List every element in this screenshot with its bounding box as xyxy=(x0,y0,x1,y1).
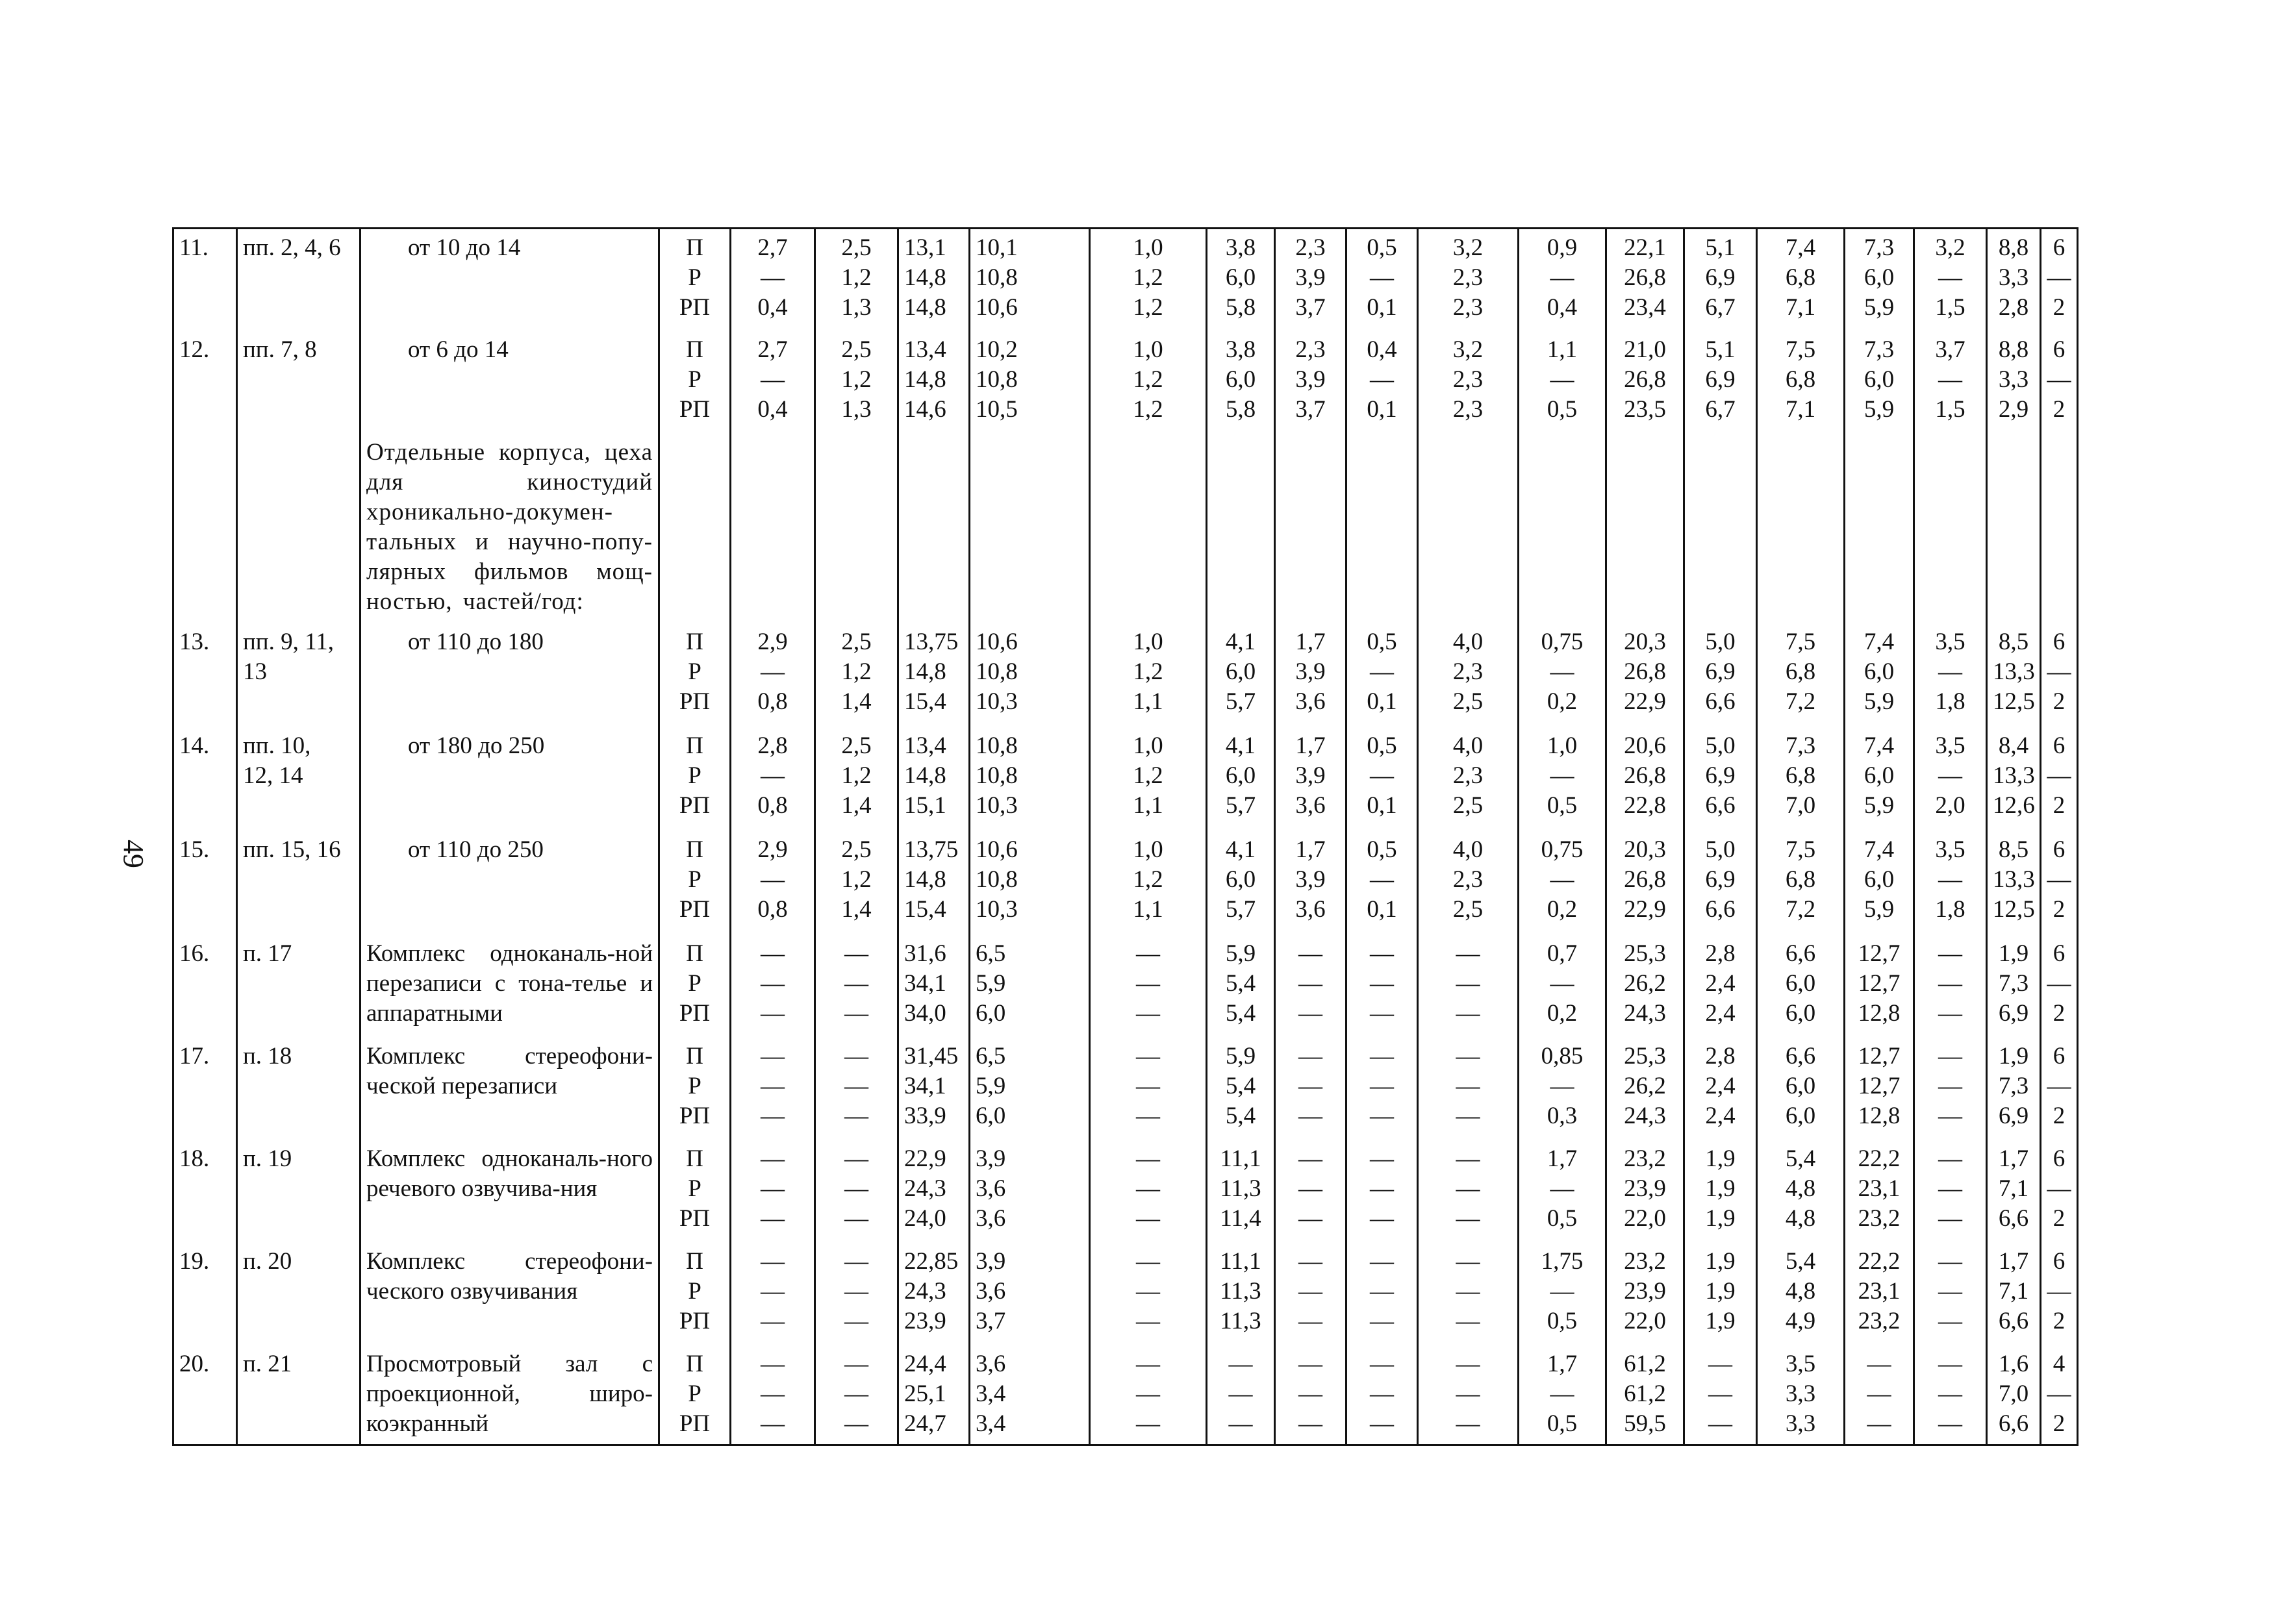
value-cell: 1,7 3,9 3,6 xyxy=(1275,831,1346,935)
value-cell: 21,0 26,8 23,5 xyxy=(1606,331,1684,434)
value-cell: 6,6 6,0 6,0 xyxy=(1757,1038,1845,1140)
section-heading-row xyxy=(173,434,2078,623)
value-cell: 0,7 — 0,2 xyxy=(1519,935,1606,1038)
value-cell: — — — xyxy=(1418,1038,1519,1140)
value-cell: 1,0 1,2 1,1 xyxy=(1090,727,1207,831)
row-type: П Р РП xyxy=(659,831,731,935)
value-cell: — — — xyxy=(1346,1345,1418,1445)
value-cell: 3,5 3,3 3,3 xyxy=(1757,1345,1845,1445)
row-type xyxy=(659,434,731,623)
value-cell: — — — xyxy=(815,1038,898,1140)
value-cell: 1,1 — 0,5 xyxy=(1519,331,1606,434)
value-cell: 1,0 1,2 1,1 xyxy=(1090,623,1207,727)
value-cell xyxy=(1845,434,1914,623)
value-cell: 3,5 — 2,0 xyxy=(1914,727,1987,831)
value-cell: 3,2 2,3 2,3 xyxy=(1418,229,1519,331)
value-cell: 6 — 2 xyxy=(2041,935,2078,1038)
value-cell: 23,2 23,9 22,0 xyxy=(1606,1243,1684,1345)
value-cell: 0,5 — 0,1 xyxy=(1346,831,1418,935)
value-cell: 6 — 2 xyxy=(2041,623,2078,727)
value-cell: 1,9 1,9 1,9 xyxy=(1684,1243,1757,1345)
row-number: 16. xyxy=(173,935,237,1038)
value-cell: 1,9 7,3 6,9 xyxy=(1987,1038,2041,1140)
row-reference: пп. 9, 11, 13 xyxy=(237,623,360,727)
table-row xyxy=(173,727,2078,831)
value-cell xyxy=(1757,434,1845,623)
value-cell: — — — xyxy=(731,1243,815,1345)
row-reference: пп. 2, 4, 6 xyxy=(237,229,360,331)
value-cell: — — — xyxy=(731,1038,815,1140)
value-cell: 2,5 1,2 1,4 xyxy=(815,727,898,831)
value-cell: 1,0 1,2 1,2 xyxy=(1090,331,1207,434)
value-cell: 2,5 1,2 1,4 xyxy=(815,831,898,935)
value-cell: 10,6 10,8 10,3 xyxy=(970,831,1090,935)
value-cell: 24,4 25,1 24,7 xyxy=(898,1345,970,1445)
table-row xyxy=(173,229,2078,331)
value-cell: 7,4 6,8 7,1 xyxy=(1757,229,1845,331)
value-cell: 10,6 10,8 10,3 xyxy=(970,623,1090,727)
value-cell: 2,7 — 0,4 xyxy=(731,229,815,331)
value-cell: 6,5 5,9 6,0 xyxy=(970,1038,1090,1140)
value-cell: 1,7 7,1 6,6 xyxy=(1987,1243,2041,1345)
value-cell: 0,4 — 0,1 xyxy=(1346,331,1418,434)
value-cell: 10,8 10,8 10,3 xyxy=(970,727,1090,831)
value-cell: 22,2 23,1 23,2 xyxy=(1845,1140,1914,1243)
value-cell xyxy=(1090,434,1207,623)
value-cell xyxy=(731,434,815,623)
value-cell: 25,3 26,2 24,3 xyxy=(1606,1038,1684,1140)
value-cell: 1,7 — 0,5 xyxy=(1519,1345,1606,1445)
value-cell: 31,6 34,1 34,0 xyxy=(898,935,970,1038)
row-number: 13. xyxy=(173,623,237,727)
value-cell: — — — xyxy=(1346,1243,1418,1345)
value-cell: 3,8 6,0 5,8 xyxy=(1207,229,1275,331)
value-cell: — — — xyxy=(1275,1345,1346,1445)
row-name: Комплекс одноканаль-ного речевого озвучива-ния xyxy=(360,1140,659,1243)
value-cell: 0,75 — 0,2 xyxy=(1519,623,1606,727)
value-cell: 11,1 11,3 11,3 xyxy=(1207,1243,1275,1345)
row-name: Комплекс стереофони-ческого озвучивания xyxy=(360,1243,659,1345)
row-reference: пп. 15, 16 xyxy=(237,831,360,935)
value-cell xyxy=(1207,434,1275,623)
value-cell: 12,7 12,7 12,8 xyxy=(1845,935,1914,1038)
value-cell: 3,5 — 1,8 xyxy=(1914,831,1987,935)
value-cell: 6 — 2 xyxy=(2041,727,2078,831)
row-type: П Р РП xyxy=(659,229,731,331)
row-type: П Р РП xyxy=(659,1140,731,1243)
value-cell: 1,9 7,3 6,9 xyxy=(1987,935,2041,1038)
row-reference: пп. 10, 12, 14 xyxy=(237,727,360,831)
value-cell: 6 — 2 xyxy=(2041,1140,2078,1243)
value-cell: 5,0 6,9 6,6 xyxy=(1684,727,1757,831)
value-cell: — — — xyxy=(1090,1140,1207,1243)
row-name: Отдельные корпуса, цеха для киностудий хроникально-докумен-тальных и научно-попу-лярных фильмов мощ-ностью, частей/год: xyxy=(360,434,659,623)
value-cell: 8,5 13,3 12,5 xyxy=(1987,623,2041,727)
row-number: 11. xyxy=(173,229,237,331)
value-cell: 0,5 — 0,1 xyxy=(1346,623,1418,727)
value-cell: 20,3 26,8 22,9 xyxy=(1606,623,1684,727)
value-cell: 20,6 26,8 22,8 xyxy=(1606,727,1684,831)
value-cell: 2,8 — 0,8 xyxy=(731,727,815,831)
value-cell: 1,7 3,9 3,6 xyxy=(1275,623,1346,727)
value-cell: 1,7 — 0,5 xyxy=(1519,1140,1606,1243)
value-cell: 0,5 — 0,1 xyxy=(1346,229,1418,331)
row-reference: п. 21 xyxy=(237,1345,360,1445)
value-cell: — — — xyxy=(1090,1243,1207,1345)
value-cell: 4 — 2 xyxy=(2041,1345,2078,1445)
value-cell: 5,0 6,9 6,6 xyxy=(1684,623,1757,727)
table-row xyxy=(173,331,2078,434)
value-cell: 10,1 10,8 10,6 xyxy=(970,229,1090,331)
value-cell: 2,8 2,4 2,4 xyxy=(1684,1038,1757,1140)
value-cell: 6 — 2 xyxy=(2041,1243,2078,1345)
value-cell: — — — xyxy=(1275,1140,1346,1243)
value-cell: 3,5 — 1,8 xyxy=(1914,623,1987,727)
value-cell: 61,2 61,2 59,5 xyxy=(1606,1345,1684,1445)
row-type: П Р РП xyxy=(659,1345,731,1445)
value-cell: 1,0 — 0,5 xyxy=(1519,727,1606,831)
value-cell: — — — xyxy=(1346,1140,1418,1243)
value-cell: 7,5 6,8 7,2 xyxy=(1757,623,1845,727)
value-cell: — — — xyxy=(815,935,898,1038)
value-cell: — — — xyxy=(1914,1140,1987,1243)
table-row xyxy=(173,1243,2078,1345)
value-cell: 7,3 6,0 5,9 xyxy=(1845,331,1914,434)
value-cell: 5,9 5,4 5,4 xyxy=(1207,1038,1275,1140)
value-cell: 11,1 11,3 11,4 xyxy=(1207,1140,1275,1243)
value-cell: 1,0 1,2 1,1 xyxy=(1090,831,1207,935)
row-number: 12. xyxy=(173,331,237,434)
row-number: 20. xyxy=(173,1345,237,1445)
row-reference: п. 17 xyxy=(237,935,360,1038)
value-cell: 3,2 — 1,5 xyxy=(1914,229,1987,331)
value-cell: 0,85 — 0,3 xyxy=(1519,1038,1606,1140)
value-cell: — — — xyxy=(1418,1243,1519,1345)
row-number: 14. xyxy=(173,727,237,831)
value-cell: — — — xyxy=(1845,1345,1914,1445)
row-reference: п. 20 xyxy=(237,1243,360,1345)
value-cell: 5,9 5,4 5,4 xyxy=(1207,935,1275,1038)
value-cell: 5,0 6,9 6,6 xyxy=(1684,831,1757,935)
table-row xyxy=(173,831,2078,935)
value-cell: 2,5 1,2 1,3 xyxy=(815,229,898,331)
value-cell: 1,6 7,0 6,6 xyxy=(1987,1345,2041,1445)
value-cell: 6 — 2 xyxy=(2041,1038,2078,1140)
row-type: П Р РП xyxy=(659,1038,731,1140)
row-name: от 110 до 250 xyxy=(360,831,659,935)
value-cell: — — — xyxy=(1207,1345,1275,1445)
value-cell: 3,8 6,0 5,8 xyxy=(1207,331,1275,434)
value-cell: 6 — 2 xyxy=(2041,831,2078,935)
value-cell: 13,4 14,8 14,6 xyxy=(898,331,970,434)
value-cell: — — — xyxy=(1914,1243,1987,1345)
value-cell: 23,2 23,9 22,0 xyxy=(1606,1140,1684,1243)
value-cell: — — — xyxy=(815,1243,898,1345)
value-cell: 22,2 23,1 23,2 xyxy=(1845,1243,1914,1345)
value-cell: 12,7 12,7 12,8 xyxy=(1845,1038,1914,1140)
value-cell: 8,8 3,3 2,9 xyxy=(1987,331,2041,434)
value-cell: 25,3 26,2 24,3 xyxy=(1606,935,1684,1038)
value-cell: 7,3 6,0 5,9 xyxy=(1845,229,1914,331)
value-cell: 2,7 — 0,4 xyxy=(731,331,815,434)
value-cell: — — — xyxy=(1090,1345,1207,1445)
value-cell: 5,4 4,8 4,8 xyxy=(1757,1140,1845,1243)
row-name: от 180 до 250 xyxy=(360,727,659,831)
value-cell: 6,5 5,9 6,0 xyxy=(970,935,1090,1038)
value-cell: 7,3 6,8 7,0 xyxy=(1757,727,1845,831)
table-body xyxy=(173,229,2078,1445)
value-cell: — — — xyxy=(731,935,815,1038)
value-cell: 0,75 — 0,2 xyxy=(1519,831,1606,935)
value-cell xyxy=(1275,434,1346,623)
value-cell: — — — xyxy=(1418,935,1519,1038)
value-cell: 4,1 6,0 5,7 xyxy=(1207,831,1275,935)
value-cell: 22,9 24,3 24,0 xyxy=(898,1140,970,1243)
value-cell: 5,1 6,9 6,7 xyxy=(1684,331,1757,434)
value-cell: 1,7 3,9 3,6 xyxy=(1275,727,1346,831)
value-cell: 2,3 3,9 3,7 xyxy=(1275,229,1346,331)
row-number: 19. xyxy=(173,1243,237,1345)
value-cell: 2,9 — 0,8 xyxy=(731,831,815,935)
value-cell: 4,1 6,0 5,7 xyxy=(1207,623,1275,727)
value-cell: — — — xyxy=(1684,1345,1757,1445)
value-cell: 1,0 1,2 1,2 xyxy=(1090,229,1207,331)
value-cell xyxy=(1519,434,1606,623)
row-number: 18. xyxy=(173,1140,237,1243)
row-name: от 110 до 180 xyxy=(360,623,659,727)
table-row xyxy=(173,623,2078,727)
value-cell: 7,5 6,8 7,1 xyxy=(1757,331,1845,434)
row-name: от 10 до 14 xyxy=(360,229,659,331)
value-cell: — — — xyxy=(1914,935,1987,1038)
value-cell: 2,9 — 0,8 xyxy=(731,623,815,727)
value-cell: — — — xyxy=(1275,935,1346,1038)
row-reference: п. 19 xyxy=(237,1140,360,1243)
value-cell: 5,1 6,9 6,7 xyxy=(1684,229,1757,331)
value-cell: — — — xyxy=(1346,935,1418,1038)
table-row xyxy=(173,1038,2078,1140)
value-cell: 3,6 3,4 3,4 xyxy=(970,1345,1090,1445)
value-cell xyxy=(898,434,970,623)
value-cell: 7,5 6,8 7,2 xyxy=(1757,831,1845,935)
value-cell: — — — xyxy=(1275,1038,1346,1140)
row-name: Просмотровый зал с проекционной, широ-коэкранный xyxy=(360,1345,659,1445)
value-cell: 6 — 2 xyxy=(2041,331,2078,434)
value-cell: 0,9 — 0,4 xyxy=(1519,229,1606,331)
value-cell: 5,4 4,8 4,9 xyxy=(1757,1243,1845,1345)
row-reference: пп. 7, 8 xyxy=(237,331,360,434)
value-cell xyxy=(1346,434,1418,623)
row-reference: п. 18 xyxy=(237,1038,360,1140)
value-cell: 2,5 1,2 1,4 xyxy=(815,623,898,727)
row-type: П Р РП xyxy=(659,623,731,727)
value-cell: — — — xyxy=(731,1140,815,1243)
value-cell: 7,4 6,0 5,9 xyxy=(1845,727,1914,831)
value-cell: — — — xyxy=(1914,1038,1987,1140)
value-cell: 3,9 3,6 3,7 xyxy=(970,1243,1090,1345)
value-cell: — — — xyxy=(1914,1345,1987,1445)
value-cell: — — — xyxy=(1090,935,1207,1038)
value-cell: 2,8 2,4 2,4 xyxy=(1684,935,1757,1038)
value-cell xyxy=(2041,434,2078,623)
value-cell: — — — xyxy=(1418,1140,1519,1243)
table-row xyxy=(173,1345,2078,1445)
value-cell: — — — xyxy=(731,1345,815,1445)
value-cell xyxy=(1606,434,1684,623)
value-cell: 1,7 7,1 6,6 xyxy=(1987,1140,2041,1243)
value-cell xyxy=(970,434,1090,623)
row-number xyxy=(173,434,237,623)
value-cell xyxy=(1987,434,2041,623)
row-type: П Р РП xyxy=(659,935,731,1038)
value-cell: 22,85 24,3 23,9 xyxy=(898,1243,970,1345)
value-cell xyxy=(1914,434,1987,623)
value-cell: 13,75 14,8 15,4 xyxy=(898,831,970,935)
value-cell: — — — xyxy=(815,1140,898,1243)
value-cell: 13,75 14,8 15,4 xyxy=(898,623,970,727)
value-cell: 10,2 10,8 10,5 xyxy=(970,331,1090,434)
table-row xyxy=(173,1140,2078,1243)
value-cell: 4,0 2,3 2,5 xyxy=(1418,831,1519,935)
value-cell: 8,5 13,3 12,5 xyxy=(1987,831,2041,935)
value-cell: 7,4 6,0 5,9 xyxy=(1845,623,1914,727)
value-cell: — — — xyxy=(1090,1038,1207,1140)
value-cell: 8,8 3,3 2,8 xyxy=(1987,229,2041,331)
row-type: П Р РП xyxy=(659,1243,731,1345)
value-cell: 3,7 — 1,5 xyxy=(1914,331,1987,434)
data-table xyxy=(172,227,2079,1446)
value-cell: 13,1 14,8 14,8 xyxy=(898,229,970,331)
row-number: 15. xyxy=(173,831,237,935)
value-cell: 22,1 26,8 23,4 xyxy=(1606,229,1684,331)
value-cell: — — — xyxy=(1275,1243,1346,1345)
value-cell: 1,9 1,9 1,9 xyxy=(1684,1140,1757,1243)
row-reference xyxy=(237,434,360,623)
value-cell: — — — xyxy=(815,1345,898,1445)
row-name: Комплекс одноканаль-ной перезаписи с тона-телье и аппаратными xyxy=(360,935,659,1038)
value-cell xyxy=(1418,434,1519,623)
value-cell: 2,3 3,9 3,7 xyxy=(1275,331,1346,434)
value-cell: 6 — 2 xyxy=(2041,229,2078,331)
value-cell: 6,6 6,0 6,0 xyxy=(1757,935,1845,1038)
value-cell: 2,5 1,2 1,3 xyxy=(815,331,898,434)
value-cell: 20,3 26,8 22,9 xyxy=(1606,831,1684,935)
value-cell: 8,4 13,3 12,6 xyxy=(1987,727,2041,831)
value-cell: 3,9 3,6 3,6 xyxy=(970,1140,1090,1243)
value-cell: 4,0 2,3 2,5 xyxy=(1418,623,1519,727)
table-row xyxy=(173,935,2078,1038)
row-number: 17. xyxy=(173,1038,237,1140)
value-cell: 0,5 — 0,1 xyxy=(1346,727,1418,831)
value-cell: — — — xyxy=(1346,1038,1418,1140)
value-cell: 31,45 34,1 33,9 xyxy=(898,1038,970,1140)
value-cell: 3,2 2,3 2,3 xyxy=(1418,331,1519,434)
value-cell: 1,75 — 0,5 xyxy=(1519,1243,1606,1345)
value-cell: 4,1 6,0 5,7 xyxy=(1207,727,1275,831)
row-name: Комплекс стереофони-ческой перезаписи xyxy=(360,1038,659,1140)
value-cell: 13,4 14,8 15,1 xyxy=(898,727,970,831)
value-cell: 7,4 6,0 5,9 xyxy=(1845,831,1914,935)
row-type: П Р РП xyxy=(659,727,731,831)
row-type: П Р РП xyxy=(659,331,731,434)
value-cell xyxy=(815,434,898,623)
page-number: 49 xyxy=(118,840,149,868)
value-cell: — — — xyxy=(1418,1345,1519,1445)
value-cell xyxy=(1684,434,1757,623)
row-name: от 6 до 14 xyxy=(360,331,659,434)
value-cell: 4,0 2,3 2,5 xyxy=(1418,727,1519,831)
